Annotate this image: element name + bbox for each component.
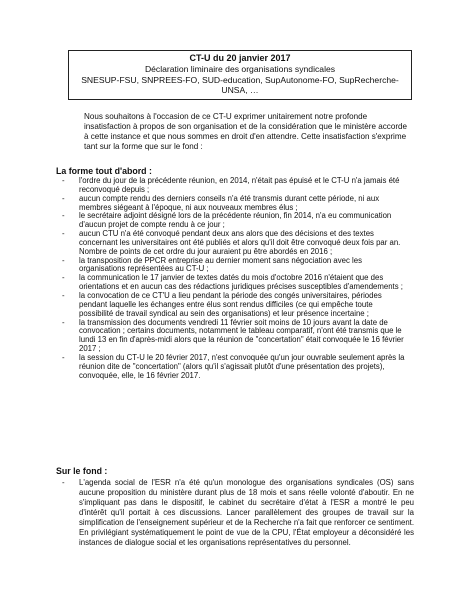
forme-list [62,177,408,380]
section-title-fond: Sur le fond : [56,466,108,476]
list-item: - la transmission des documents vendredi 11 février soit moins de 10 jours avant la date de convocation ; certains documents, notamment le tableau comparatif, n'ont été transmis que le lundi 13 en fin d'après-midi alors que la réunion de "concertation" était convoquée le 16 février 2017 ; [62,317,404,354]
list-item: - la session du CT-U le 20 février 2017, n'est convoquée qu'un jour ouvrable seulement après la réunion dite de "concertation" (alors qu'il s'agissait plutôt d'une présentation des projets), convoquée, elle, le 16 février 2017. [62,352,405,380]
list-item: - L'agenda social de l'ESR n'a été qu'un monologue des organisations syndicales (OS) sans aucune proposition du ministère durant plus de 18 mois et sans réelle volonté d'aboutir. En ne s'impliquant pas dans le dispositif, le cabinet du secrétaire d'état à l'ESR a montré le peu d'intérêt qu'il portait à ces discussions. Lancer parallèlement des groupes de travail sur la simplification de l'enseignement supérieur et de la Recherche n'a fait que renforcer ce sentiment. En privilégiant systématiquement le point de vue de la CPU, l'État employeur a déconsidéré les instances de dialogue social et les organisations représentatives du personnel. [62,478,414,547]
list-item: - l'ordre du jour de la précédente réunion, en 2014, n'était pas épuisé et le CT-U n'a jamais été reconvoqué depuis ; [62,176,400,194]
list-item: - aucun compte rendu des derniers conseils n'a été transmis durant cette période, ni aux membres siégeant à l'époque, ni aux nouveaux membres élus ; [62,193,380,212]
list-item: - le secrétaire adjoint désigné lors de la précédente réunion, fin 2014, n'a eu communication d'aucun projet de compte rendu à ce jour ; [62,211,392,230]
intro-paragraph: Nous souhaitons à l'occasion de ce CT-U exprimer unitairement notre profonde insatisfaction à propos de son organisation et de la considération que le ministère accorde à cette instance et que nous sommes en droit d'en attendre. Cette insatisfaction s'exprime tant sur la forme que sur le fond : [84,112,408,152]
header-line-2: SNESUP-FSU, SNPREES-FO, SUD-education, SupAutonome-FO, SupRecherche-UNSA, … [81,74,399,95]
section-title-forme: La forme tout d'abord : [56,166,152,176]
list-item: - la communication le 17 janvier de textes datés du mois d'octobre 2016 n'étaient que des orientations et en aucun cas des rédactions juridiques précises susceptibles d'amendements ; [62,273,403,292]
header-line-1: Déclaration liminaire des organisations syndicales [144,64,336,74]
list-item: - aucun CTU n'a été convoqué pendant deux ans alors que des décisions et des textes concernant les universitaires ont été publiés et alors qu'il doit être convoqué deux fois par an. Nombre de points de cet ordre du jour auraient pu être abordés en 2016 ; [62,229,401,256]
list-item: - la convocation de ce CT'U a lieu pendant la période des congés universitaires, périodes pendant laquelle les échanges entre élus sont rendus difficiles (ce qui empêche toute possibilité de travail syndical au sein des organisations) et leur présence incertaine ; [62,290,382,318]
document-header [68,50,412,100]
fond-list [62,478,414,548]
list-item: - la transposition de PPCR entreprise au dernier moment sans négociation avec les organisations représentées au CT-U ; [62,255,363,274]
document-title: CT-U du 20 janvier 2017 [189,53,291,63]
